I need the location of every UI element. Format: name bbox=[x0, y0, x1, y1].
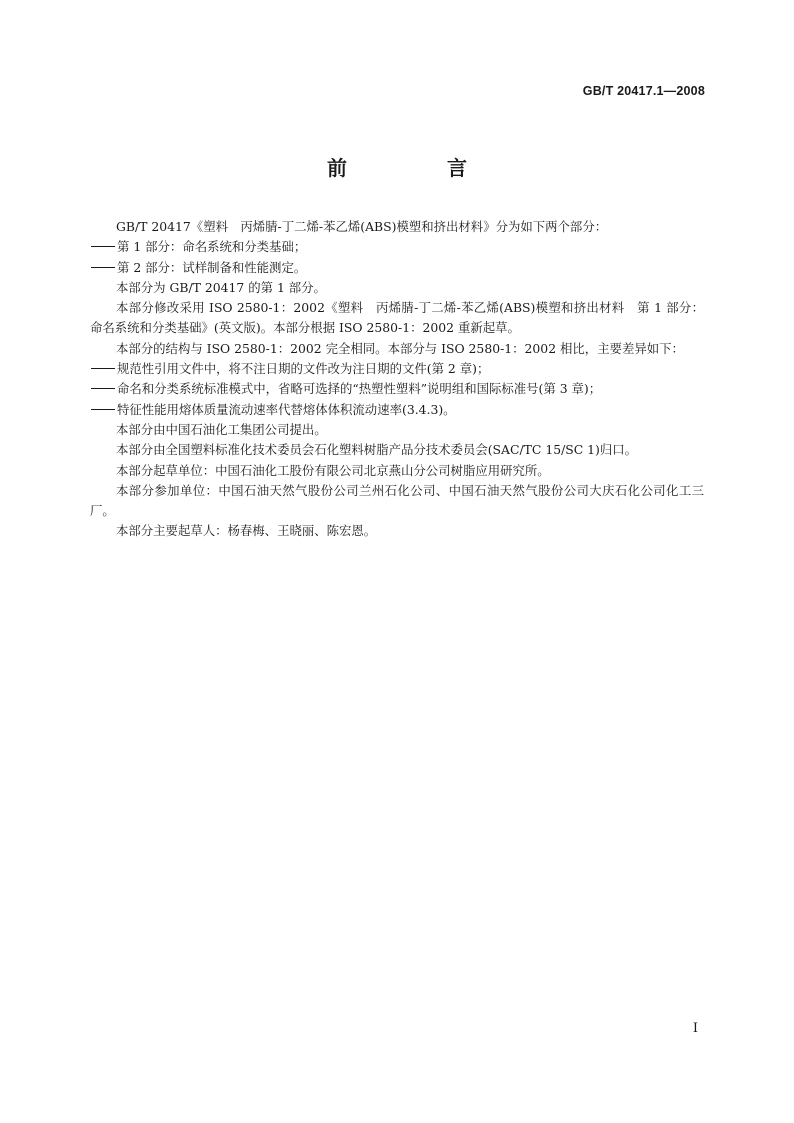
dash-mark bbox=[91, 368, 115, 369]
paragraph-part-statement: 本部分为 GB/T 20417 的第 1 部分。 bbox=[116, 279, 326, 295]
list-item-text: 特征性能用熔体质量流动速率代替熔体体积流动速率(3.4.3)。 bbox=[117, 401, 456, 417]
paragraph-drafting-unit: 本部分起草单位：中国石油化工股份有限公司北京燕山分公司树脂应用研究所。 bbox=[116, 462, 550, 478]
paragraph-adoption: 本部分修改采用 ISO 2580-1：2002《塑料 丙烯腈-丁二烯-苯乙烯(ABS)模塑和挤出材料 第 1 部分：命名系统和分类基础》(英文版)。本部分根据 ISO 2580-1：2002 重新起草。 bbox=[90, 300, 704, 336]
list-item-text: 规范性引用文件中，将不注日期的文件改为注日期的文件(第 2 章)； bbox=[117, 361, 490, 377]
list-item-text: 第 2 部分：试样制备和性能测定。 bbox=[117, 259, 307, 275]
dash-mark bbox=[91, 246, 115, 247]
list-item-part-2 bbox=[90, 258, 704, 278]
paragraph-differences: 本部分的结构与 ISO 2580-1：2002 完全相同。本部分与 ISO 2580-1：2002 相比，主要差异如下： bbox=[116, 340, 684, 356]
paragraph-proposer: 本部分由中国石油化工集团公司提出。 bbox=[116, 421, 327, 437]
foreword-body bbox=[90, 217, 704, 542]
paragraph-participating-units: 本部分参加单位：中国石油天然气股份公司兰州石化公司、中国石油天然气股份公司大庆石化公司化工三厂。 bbox=[90, 482, 704, 519]
list-item-diff-1 bbox=[90, 359, 704, 379]
paragraph-intro: GB/T 20417《塑料 丙烯腈-丁二烯-苯乙烯(ABS)模塑和挤出材料》分为如下两个部分： bbox=[116, 219, 608, 234]
paragraph-committee: 本部分由全国塑料标准化技术委员会石化塑料树脂产品分技术委员会(SAC/TC 15/SC 1)归口。 bbox=[116, 442, 638, 458]
list-item-diff-3 bbox=[90, 400, 704, 420]
list-item-text: 第 1 部分：命名系统和分类基础； bbox=[117, 239, 307, 255]
dash-mark bbox=[91, 409, 115, 410]
page-number: I bbox=[692, 1021, 698, 1036]
list-item-part-1 bbox=[90, 237, 704, 257]
dash-mark bbox=[91, 388, 115, 389]
page-title: 前 言 bbox=[327, 156, 507, 180]
list-item-text: 命名和分类系统标准模式中，省略可选择的“热塑性塑料”说明组和国际标准号(第 3 章)； bbox=[117, 381, 602, 397]
standard-number: GB/T 20417.1—2008 bbox=[582, 84, 705, 98]
list-item-diff-2 bbox=[90, 379, 704, 399]
paragraph-drafters: 本部分主要起草人：杨春梅、王晓丽、陈宏恩。 bbox=[116, 523, 377, 539]
dash-mark bbox=[91, 267, 115, 268]
